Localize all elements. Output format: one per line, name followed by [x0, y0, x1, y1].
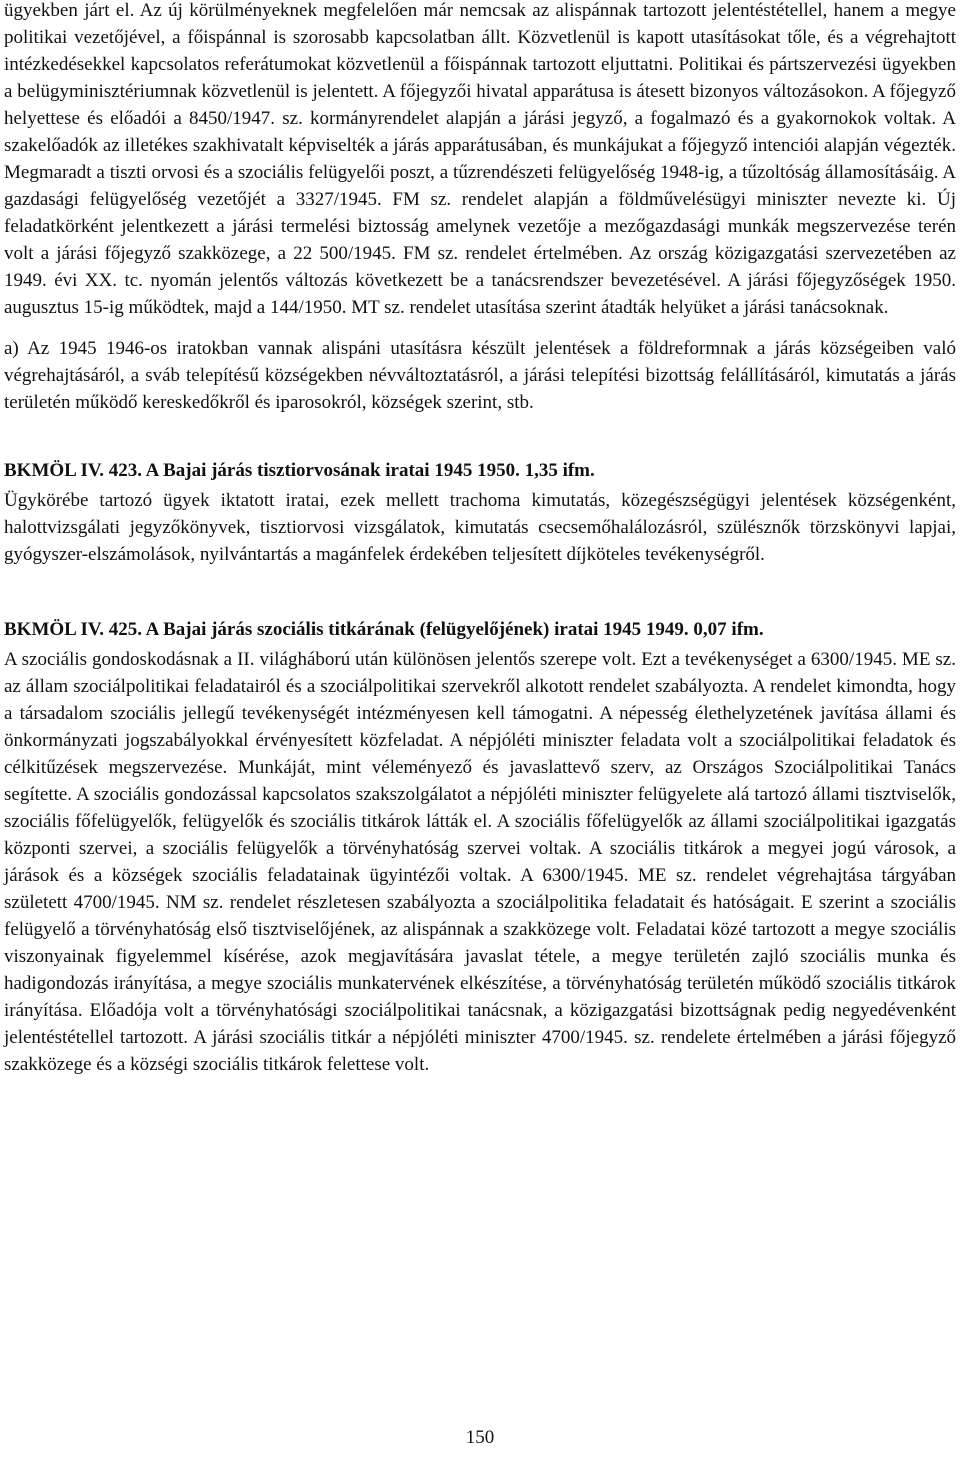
- section-heading: BKMÖL IV. 423. A Bajai járás tisztiorvosának iratai 1945 1950. 1,35 ifm.: [4, 460, 595, 481]
- intro-paragraph: ügyekben járt el. Az új körülményeknek megfelelően már nemcsak az alispánnak tartozott jelentéstétellel, hanem a megye politikai vezetőjével, a főispánnal is szorosabb kapcsolatban állt. Közvetlenül is kapott utasításokat tőle, és a végrehajtott intézkedésekkel kapcsolatos referátumokat közvetlenül a főispánnak tartozott eljuttatni. Politikai és pártszervezési ügyekben a belügyminisztériumnak közvetlenül is jelentett. A főjegyzői hivatal apparátusa is átesett bizonyos változásokon. A főjegyző helyettese és előadói a 8450/1947. sz. kormányrendelet alapján a járási jegyző, a fogalmazó és a gyakornokok voltak. A szakelőadók az illetékes szakhivatalt képviselték a járás apparátusában, és munkájukat a főjegyző intenciói alapján végezték. Megmaradt a tiszti orvosi és a szociális felügyelői poszt, a tűzrendészeti felügyelőség 1948-ig, a tűzoltóság államosításáig. A gazdasági felügyelőség vezetőjét a 3327/1945. FM sz. rendelet alapján a földművelésügyi miniszter nevezte ki. Új feladatkörként jelentkezett a járási termelési biztosság amelynek vezetője a mezőgazdasági munkák megszervezése terén volt a járási főjegyző szakközege, a 22 500/1945. FM sz. rendelet értelmében. Az ország közigazgatási szervezetében az 1949. évi XX. tc. nyomán jelentős változás következett be a tanácsrendszer bevezetésével. A járási főjegyzőségek 1950. augusztus 15-ig működtek, majd a 144/1950. MT sz. rendelet utasítása szerint átadták helyüket a járási tanácsoknak.: [4, 0, 956, 318]
- document-page: [4, 0, 956, 1078]
- page-number: 150: [465, 1427, 495, 1448]
- item-a-paragraph: a) Az 1945 1946-os iratokban vannak alispáni utasításra készült jelentések a földreformnak a járás községeiben való végrehajtásáról, a sváb telepítésű községekben névváltoztatásról, a járási telepítési bizottság felállításáról, kimutatás a járás területén működő kereskedőkről és iparosokról, községek szerint, stb.: [4, 338, 956, 413]
- section-heading: BKMÖL IV. 425. A Bajai járás szociális titkárának (felügyelőjének) iratai 1945 1949. 0,07 ifm.: [4, 619, 764, 640]
- section-body: A szociális gondoskodásnak a II. világháború után különösen jelentős szerepe volt. Ezt a tevékenységet a 6300/1945. ME sz. az állam szociálpolitikai feladatairól és a szociálpolitikai szervekről alkotott rendelet szabályozta. A rendelet kimondta, hogy a társadalom szociális jellegű tevékenységét intézményesen kell támogatni. A népesség élethelyzetének javítása állami és önkormányzati jogszabályokkal érvényesített közfeladat. A népjóléti miniszter feladata volt a szociálpolitikai feladatok és célkitűzések megszervezése. Munkáját, mint véleményező és javaslattevő szerv, az Országos Szociálpolitikai Tanács segítette. A szociális gondozással kapcsolatos szakszolgálatot a népjóléti miniszter felügyelete alá tartozó állami tisztviselők, szociális főfelügyelők, felügyelők és szociális titkárok látták el. A szociális főfelügyelők az állami szociálpolitikai igazgatás központi szervei, a szociális felügyelők a törvényhatóság szervei voltak. A szociális titkárok a megyei jogú városok, a járások és a községek szociális feladatainak ügyintézői voltak. A 6300/1945. ME sz. rendelet végrehajtása tárgyában született 4700/1945. NM sz. rendelet részletesen szabályozta a szociálpolitika feladatait és hatóságait. E szerint a szociális felügyelő a törvényhatóság első tisztviselőjének, az alispánnak a szakközege volt. Feladatai közé tartozott a megye szociális viszonyainak figyelemmel kísérése, azok megjavítására javaslat tétele, a megye területén zajló szociális munka és hadigondozás irányítása, a megye szociális munkatervének elkészítése, a törvényhatóság területén működő szociális titkárok irányítása. Előadója volt a törvényhatósági szociálpolitikai tanácsnak, a közigazgatási bizottságnak pedig negyedévenként jelentéstétellel tartozott. A járási szociális titkár a népjóléti miniszter 4700/1945. sz. rendelete értelmében a járási főjegyző szakközege és a községi szociális titkárok felettese volt.: [4, 649, 956, 1075]
- section-szocialis-titkar: [4, 616, 956, 1078]
- section-body: Ügykörébe tartozó ügyek iktatott iratai, ezek mellett trachoma kimutatás, közegészségügyi jelentések községenként, halottvizsgálati jegyzőkönyvek, tisztiorvosi vizsgálatok, kimutatás csecsemőhalálozásról, szülésznők törzskönyvi lapjai, gyógyszer-elszámolások, nyilvántartás a magánfelek érdekében teljesített díjköteles tevékenységről.: [4, 490, 956, 565]
- section-tisztiorvos: [4, 457, 956, 568]
